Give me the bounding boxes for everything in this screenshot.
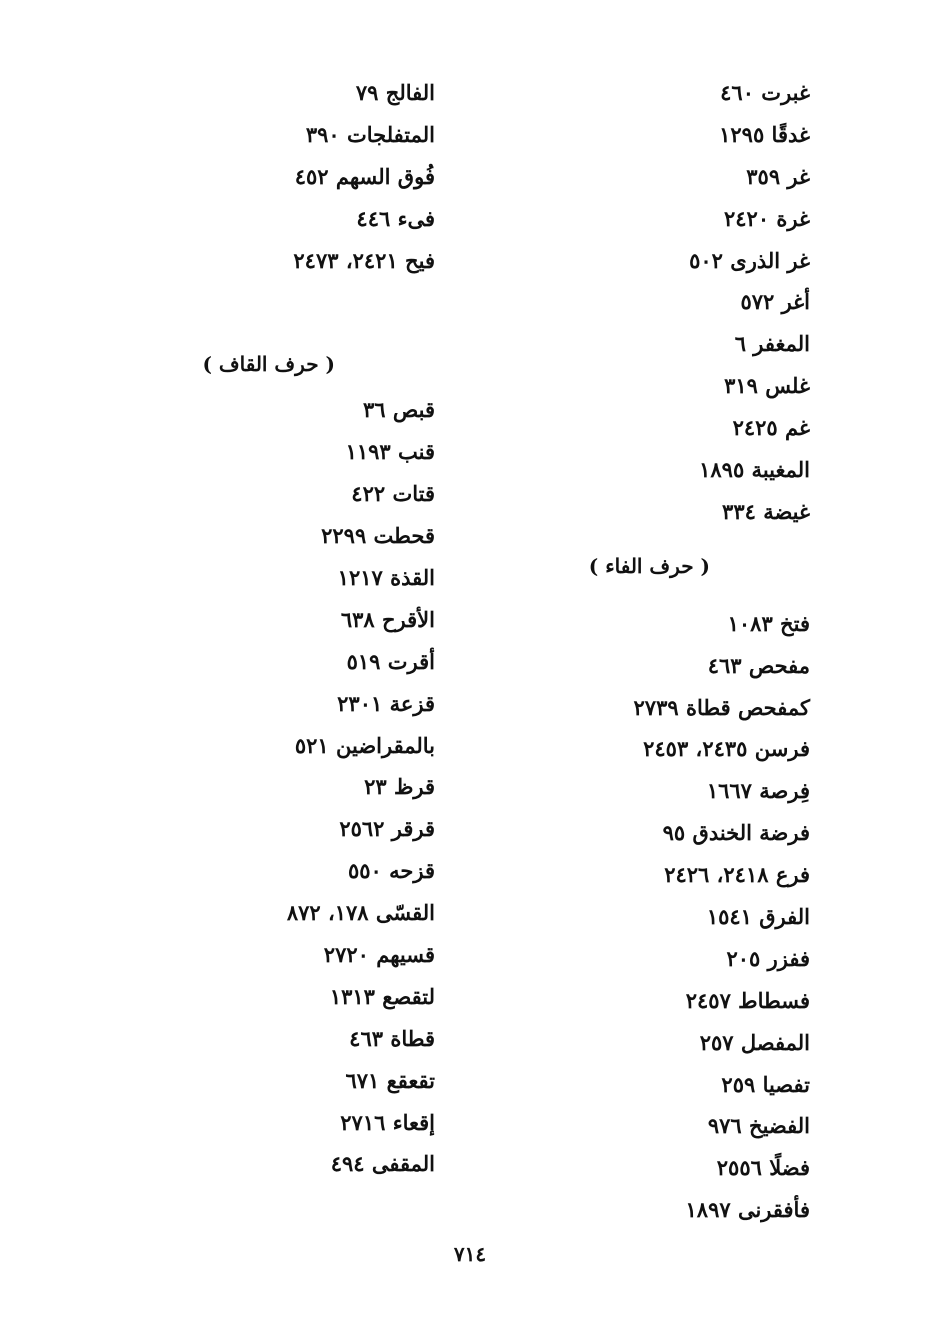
index-entry: فسطاط ٢٤٥٧ [685, 987, 810, 1013]
index-entry: الأقرح ٦٣٨ [340, 606, 435, 632]
index-entry: المغيبة ١٨٩٥ [699, 457, 810, 483]
index-entry: فِرصة ١٦٦٧ [706, 778, 810, 804]
left-entries-bottom [135, 389, 435, 1185]
index-entry: قسيهم ٢٧٢٠ [323, 942, 435, 968]
index-entry: إقعاء ٢٧١٦ [340, 1109, 435, 1135]
index-entry: غيضة ٣٣٤ [722, 498, 810, 524]
index-entry: قبص ٣٦ [363, 397, 435, 423]
index-entry: قرقر ٢٥٦٢ [339, 816, 435, 842]
index-entry: الفضيخ ٩٧٦ [707, 1113, 810, 1139]
index-entry: ففزر ٢٠٥ [726, 945, 810, 971]
index-entry: فيح ٢٤٢١، ٢٤٧٣ [293, 247, 435, 273]
page-number: ٧١٤ [453, 1242, 487, 1266]
index-entry: قرظ ٢٣ [364, 774, 435, 800]
index-entry: المقفى ٤٩٤ [330, 1151, 435, 1177]
index-entry: غدقًا ١٢٩٥ [719, 121, 810, 147]
index-entry: تقعقع ٦٧١ [345, 1067, 435, 1093]
index-entry: غبرت ٤٦٠ [720, 80, 810, 105]
section-heading-qaf: ( حرف القاف ) [202, 352, 335, 377]
index-entry: فضلًا ٢٥٥٦ [716, 1155, 810, 1181]
index-entry: فرسن ٢٤٣٥، ٢٤٥٣ [643, 736, 810, 762]
index-entry: غر الذرى ٥٠٢ [689, 247, 810, 273]
index-entry: قزعة ٢٣٠١ [337, 690, 435, 716]
index-entry: فتخ ١٠٨٣ [727, 610, 810, 636]
index-entry: الفرق ١٥٤١ [706, 904, 810, 930]
index-entry: تفصيا ٢٥٩ [721, 1071, 810, 1097]
index-entry: قحطت ٢٢٩٩ [321, 523, 435, 549]
index-entry: فرع ٢٤١٨، ٢٤٢٦ [664, 862, 810, 888]
index-entry: الفالج ٧٩ [355, 80, 435, 105]
index-entry: أقرت ٥١٩ [346, 648, 435, 674]
index-entry: فأفقرنى ١٨٩٧ [685, 1197, 810, 1223]
index-entry: المتفلجات ٣٩٠ [305, 121, 435, 147]
index-entry: قزحه ٥٥٠ [347, 858, 435, 884]
index-entry: القسّى ١٧٨، ٨٧٢ [286, 900, 435, 926]
index-entry: أغر ٥٧٢ [740, 289, 810, 315]
index-entry: قنب ١١٩٣ [345, 439, 435, 465]
left-column [135, 72, 435, 1185]
index-entry: غم ٢٤٢٥ [732, 415, 810, 441]
index-entry: مفحص ٤٦٣ [707, 652, 810, 678]
right-entries-bottom [510, 603, 810, 1231]
index-entry: غر ٣٥٩ [746, 163, 810, 189]
index-entry: المفصل ٢٥٧ [699, 1029, 810, 1055]
index-entry: لتقصع ١٣١٣ [329, 983, 435, 1009]
index-entry: قتات ٤٢٢ [351, 481, 435, 507]
index-entry: قطاة ٤٦٣ [349, 1025, 435, 1051]
section-heading-fa: ( حرف الفاء ) [588, 553, 710, 578]
index-entry: بالمقراضين ٥٢١ [294, 732, 435, 758]
index-entry: غرة ٢٤٢٠ [723, 205, 810, 231]
right-entries-top [510, 72, 810, 533]
right-column [510, 72, 810, 1231]
section-gap [135, 281, 435, 339]
left-entries-top [135, 72, 435, 281]
index-entry: القذة ١٢١٧ [337, 565, 435, 591]
index-entry: المغفر ٦ [734, 331, 810, 357]
index-entry: فىء ٤٤٦ [356, 205, 435, 231]
index-entry: فرضة الخندق ٩٥ [662, 820, 810, 846]
index-entry: فُوق السهم ٤٥٢ [294, 163, 435, 189]
index-entry: غلس ٣١٩ [724, 373, 810, 399]
index-entry: كمفحص قطاة ٢٧٣٩ [633, 694, 810, 720]
